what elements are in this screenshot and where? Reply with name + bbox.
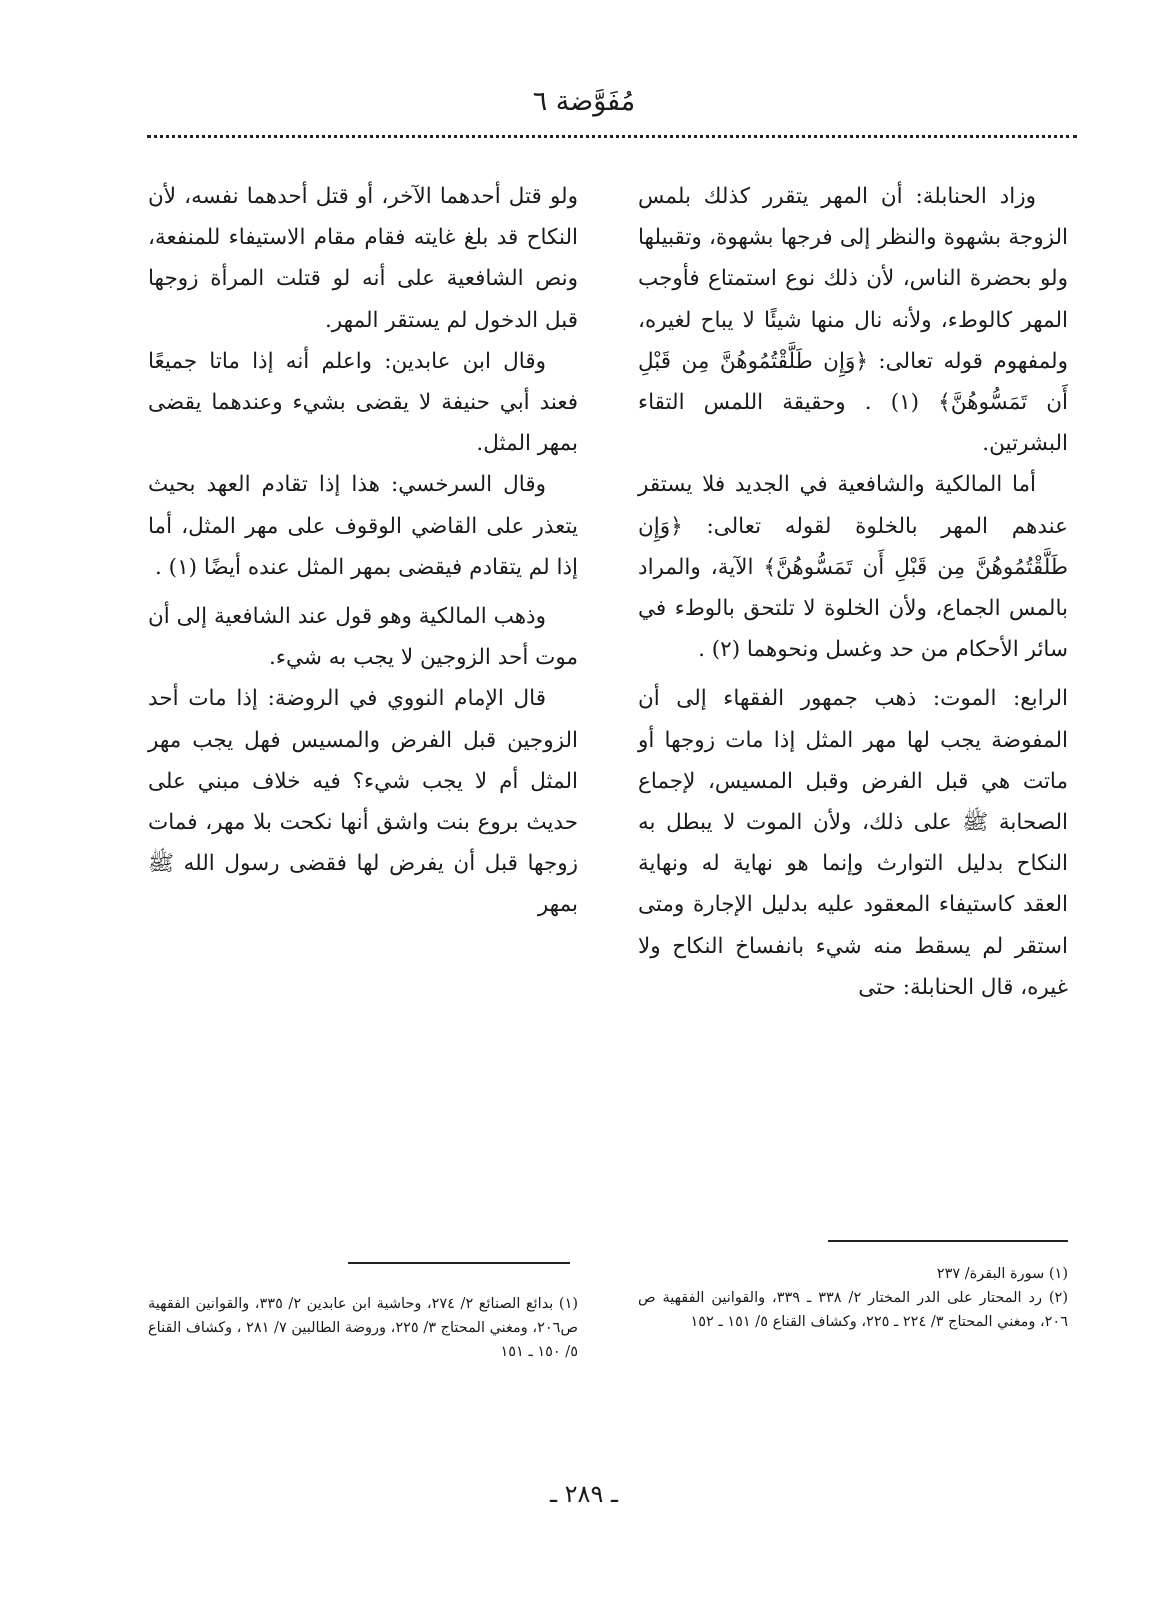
paragraph: قال الإمام النووي في الروضة: إذا مات أحد الزوجين قبل الفرض والمسيس فهل يجب مهر المثل أم لا يجب شيء؟ فيه خلاف مبني على حديث بروع بنت واشق أنها نكحت بلا مهر، فمات زوجها قبل أن يفرض لها فقضى رسول الله ﷺ بمهر — [148, 686, 578, 918]
page-title: مُفَوَّضة ٦ — [532, 86, 636, 117]
paragraph: وزاد الحنابلة: أن المهر يتقرر كذلك بلمس الزوجة بشهوة والنظر إلى فرجها بشهوة، وتقبيلها ولو بحضرة الناس، لأن ذلك نوع استمتاع فأوجب المهر كالوطء، ولأنه نال منها شيئًا لا يباح لغيره، ولمفهوم قوله تعالى: ﴿وَإِن طَلَّقْتُمُوهُنَّ مِن قَبْلِ أَن تَمَسُّوهُنَّ﴾ (١) . وحقيقة اللمس التقاء البشرتين. — [638, 184, 1069, 457]
paragraph: ولو قتل أحدهما الآخر، أو قتل أحدهما نفسه، لأن النكاح قد بلغ غايته فقام مقام الاستيفاء للمنفعة، ونص الشافعية على أنه لو قتلت المرأة زوجها قبل الدخول لم يستقر المهر. — [148, 184, 578, 333]
footnote-divider — [828, 1240, 1068, 1242]
footnotes-right — [638, 1262, 1068, 1334]
footnote-divider — [348, 1262, 570, 1264]
paragraph: وقال السرخسي: هذا إذا تقادم العهد بحيث يتعذر على القاضي الوقوف على مهر المثل، أما إذا لم يتقادم فيقضى بمهر المثل عنده أيضًا (١) . — [148, 472, 578, 580]
paragraph: وقال ابن عابدين: واعلم أنه إذا ماتا جميعًا فعند أبي حنيفة لا يقضى بشيء وعندهما يقضى بمهر المثل. — [148, 348, 578, 457]
footnote: (١) سورة البقرة/ ٢٣٧ — [936, 1266, 1068, 1282]
left-column — [148, 176, 578, 926]
footnotes-left — [148, 1292, 578, 1364]
header-divider — [147, 135, 1077, 138]
paragraph: الرابع: الموت: ذهب جمهور الفقهاء إلى أن المفوضة يجب لها مهر المثل إذا مات زوجها أو ماتت هي قبل الفرض وقبل المسيس، لإجماع الصحابة ﷺ على ذلك، ولأن الموت لا يبطل به النكاح بدليل التوارث وإنما هو نهاية له ونهاية العقد كاستيفاء المعقود عليه بدليل الإجارة ومتى استقر لم يسقط منه شيء بانفساخ النكاح ولا غيره، قال الحنابلة: حتى — [638, 686, 1068, 1000]
right-column — [638, 176, 1068, 1008]
paragraph: وذهب المالكية وهو قول عند الشافعية إلى أن موت أحد الزوجين لا يجب به شيء. — [148, 604, 578, 671]
footnote: (١) بدائع الصنائع ٢/ ٢٧٤، وحاشية ابن عابدين ٢/ ٣٣٥، والقوانين الفقهية ص٢٠٦، ومغني المحتاج ٣/ ٢٢٥، وروضة الطالبين ٧/ ٢٨١ ، وكشاف القناع ٥/ ١٥٠ ـ ١٥١ — [148, 1296, 579, 1360]
page-number: ـ ٢٨٩ ـ — [549, 1480, 618, 1508]
paragraph: أما المالكية والشافعية في الجديد فلا يستقر عندهم المهر بالخلوة لقوله تعالى: ﴿وَإِن طَلَّقْتُمُوهُنَّ مِن قَبْلِ أَن تَمَسُّوهُنَّ﴾ الآية، والمراد بالمس الجماع، ولأن الخلوة لا تلتحق بالوطء في سائر الأحكام من حد وغسل ونحوهما (٢) . — [638, 472, 1068, 663]
footnote: (٢) رد المحتار على الدر المختار ٢/ ٣٣٨ ـ ٣٣٩، والقوانين الفقهية ص ٢٠٦، ومغني المحتاج ٣/ ٢٢٤ ـ ٢٢٥، وكشاف القناع ٥/ ١٥١ ـ ١٥٢ — [638, 1290, 1069, 1330]
